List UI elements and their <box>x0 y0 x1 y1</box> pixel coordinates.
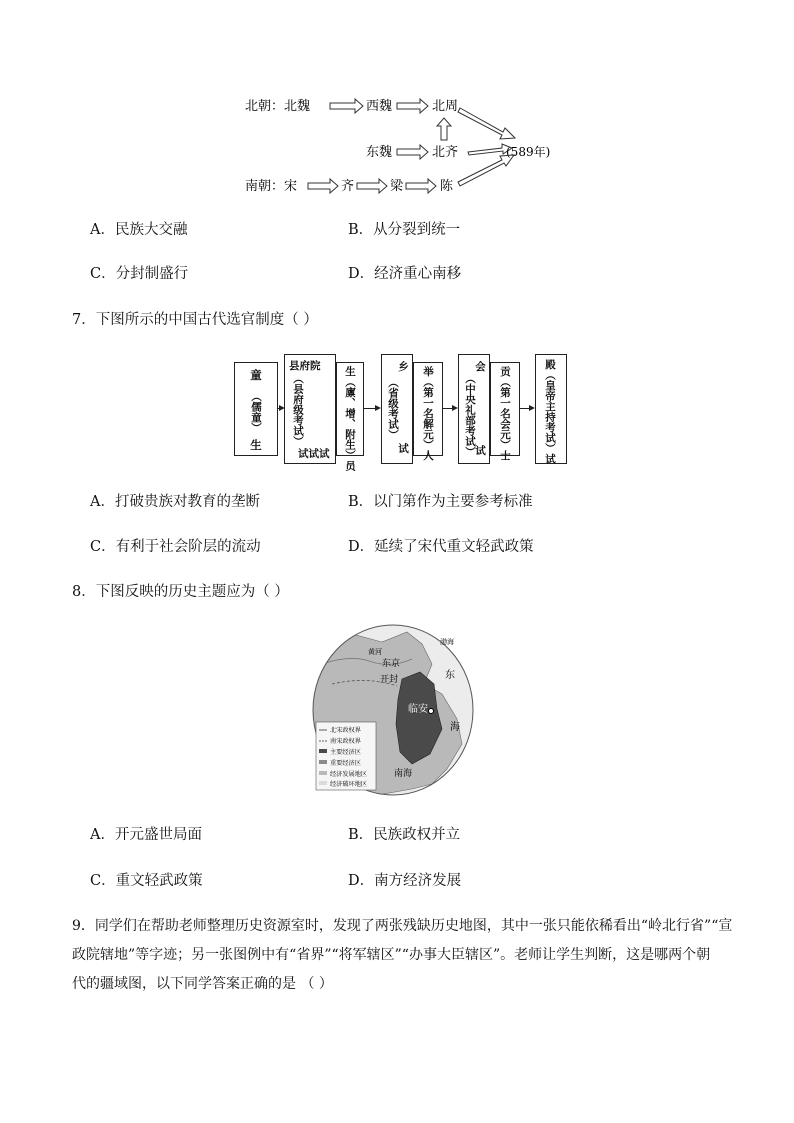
map-label-bohai: 渤海 <box>440 638 454 646</box>
map-label-huanghe: 黄河 <box>368 648 382 656</box>
option-d: D．延续了宋代重文轻武政策 <box>348 539 534 555</box>
option-d: D．经济重心南移 <box>348 266 462 282</box>
box-text: 殿（皇帝主持考试）试 <box>544 359 556 464</box>
box-text: 生（廪、增、附生）员 <box>344 366 356 471</box>
box-text: 乡 <box>397 361 409 372</box>
qi-label: 齐 <box>341 179 355 194</box>
map-label-dongjing: 东京 <box>382 659 401 669</box>
box-tongsheng <box>234 362 278 456</box>
double-arrow-icon <box>406 179 436 193</box>
map-label-hai: 海 <box>450 722 460 733</box>
double-arrow-icon <box>397 99 428 113</box>
box-text: 试 <box>397 443 409 454</box>
dynasty-flow-diagram <box>240 88 570 198</box>
chen-label: 陈 <box>440 179 454 194</box>
arrow-icon <box>442 408 456 409</box>
year-label: (589年) <box>506 145 551 159</box>
liang-label: 梁 <box>390 179 404 194</box>
legend-item: 南宋政权界 <box>330 738 361 745</box>
box-text: （县府级考试） <box>292 373 304 447</box>
box-text: 贡（第一名会元）士 <box>499 366 511 461</box>
box-juren <box>413 362 443 461</box>
box-tail: 试试试 <box>298 448 330 460</box>
double-arrow-icon <box>330 99 363 113</box>
box-text: （省级考试） <box>387 377 399 440</box>
option-c: C．有利于社会阶层的流动 <box>90 539 261 555</box>
double-arrow-icon <box>397 145 428 159</box>
legend-item: 经济破坏地区 <box>330 781 368 788</box>
question-9-line: 代的疆域图，以下同学答案正确的是 （ ） <box>72 976 333 992</box>
map-label-nanhai: 南海 <box>394 769 413 779</box>
box-provincial-exam <box>381 354 413 464</box>
question-7-stem: 7．下图所示的中国古代选官制度（ ） <box>72 312 318 328</box>
question-9-line: 9．同学们在帮助老师整理历史资源室时，发现了两张残缺历史地图，其中一张只能依稀看出“岭北行省”“宣 <box>72 918 733 934</box>
double-arrow-icon <box>308 179 338 193</box>
map-label-kaifeng: 开封 <box>380 675 399 685</box>
question-8-stem: 8．下图反映的历史主题应为（ ） <box>72 584 289 600</box>
option-c: C．分封制盛行 <box>90 266 189 282</box>
map-legend <box>316 722 376 790</box>
option-b: B．民族政权并立 <box>348 827 461 843</box>
legend-item: 北宋政权界 <box>330 727 361 734</box>
box-text: 试 <box>474 445 486 456</box>
box-text: 生 <box>249 439 263 451</box>
box-title: 县府院 <box>289 360 321 372</box>
option-b: B．以门第作为主要参考标准 <box>348 494 533 510</box>
question-9-line: 政院辖地”等字迹；另一张图例中有“省界”“将军辖区”“办事大臣辖区”。老师让学生判断，这是哪两个朝 <box>72 947 711 963</box>
option-a: A．打破贵族对教育的垄断 <box>90 494 260 510</box>
arrow-icon <box>519 408 533 409</box>
north-dynasty-label: 北朝：北魏 <box>245 99 311 114</box>
option-a: A．民族大交融 <box>90 222 188 238</box>
arrow-icon <box>363 408 379 409</box>
box-gongshi <box>490 362 520 461</box>
south-dynasty-label: 南朝：宋 <box>245 179 298 194</box>
question-9-stem <box>72 912 732 999</box>
box-shengyuan <box>336 362 364 471</box>
up-arrow-icon <box>437 118 451 140</box>
exam-system-diagram <box>234 352 570 471</box>
double-arrow-icon <box>357 179 387 193</box>
box-palace-exam <box>535 354 567 464</box>
linan-marker <box>429 709 434 714</box>
legend-item: 经济发展地区 <box>330 771 368 778</box>
arrow-icon <box>277 408 283 409</box>
xiwei-label: 西魏 <box>366 99 393 114</box>
box-text: 童 <box>249 369 263 381</box>
box-metropolitan-exam <box>458 354 490 464</box>
box-county-exam <box>284 354 336 464</box>
legend-item: 主要经济区 <box>330 749 361 756</box>
option-b: B．从分裂到统一 <box>348 222 461 238</box>
beiqi-label: 北齐 <box>432 145 459 160</box>
map-label-linan: 临安 <box>408 704 428 715</box>
diagonal-arrow-icon <box>458 108 515 139</box>
map-label-dong: 东 <box>445 670 455 681</box>
option-c: C．重文轻武政策 <box>90 873 203 889</box>
option-d: D．南方经济发展 <box>348 873 462 889</box>
diagonal-arrow-icon <box>458 155 514 186</box>
legend-item: 重要经济区 <box>330 760 361 767</box>
dongwei-label: 东魏 <box>366 145 393 160</box>
option-a: A．开元盛世局面 <box>90 827 202 843</box>
box-text: 会 <box>474 361 486 372</box>
box-text: （中央礼部考试） <box>464 373 476 457</box>
box-text: 举（第一名解元）人 <box>422 366 434 461</box>
box-text: （儒童） <box>250 391 262 433</box>
song-economy-map <box>312 624 474 796</box>
beizhou-label: 北周 <box>432 99 459 114</box>
